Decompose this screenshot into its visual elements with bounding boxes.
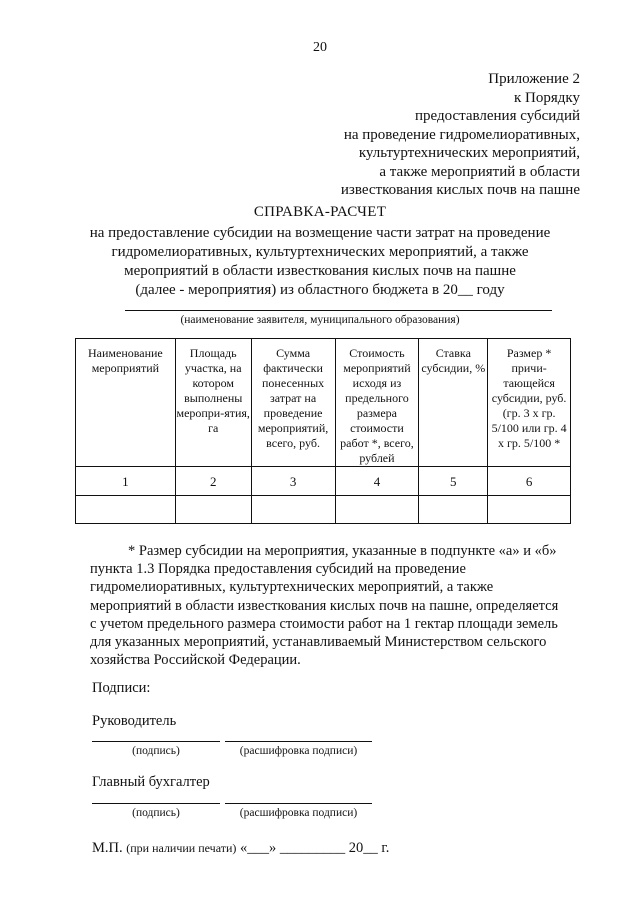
column-header: Размер * причи-тающейся субсидии, руб. (гр. 3 х гр. 5/100 или гр. 4 х гр. 5/100 * — [488, 339, 571, 467]
footnote-line: для указанных мероприятий, устанавливаемый Министерством сельского — [90, 634, 547, 651]
subtitle-line: гидромелиоративных, культуртехнических мероприятий, а также — [111, 244, 529, 260]
applicant-name-line[interactable] — [125, 310, 552, 311]
appendix-line: Приложение 2 — [488, 71, 580, 87]
appendix-header — [341, 70, 580, 200]
empty-cell[interactable] — [76, 496, 176, 524]
subtitle-line: на предоставление субсидии на возмещение части затрат на проведение — [89, 225, 551, 241]
director-decode-line[interactable] — [225, 741, 372, 742]
empty-cell[interactable] — [175, 496, 251, 524]
date-field[interactable]: «___» _________ 20__ г. — [240, 840, 390, 856]
column-number: 5 — [419, 467, 488, 496]
footnote-line: мероприятий в области известкования кислых почв на пашне, определяется — [90, 597, 559, 614]
footnote-line: пункта 1.3 Порядка предоставления субсидий на проведение — [90, 561, 466, 578]
footnote-line: с учетом предельного размера стоимости работ на 1 гектар площади земель — [90, 615, 558, 632]
appendix-line: к Порядку — [514, 89, 580, 106]
empty-cell[interactable] — [488, 496, 571, 524]
empty-cell[interactable] — [251, 496, 335, 524]
footnote — [90, 542, 580, 669]
column-header: Наименование мероприятий — [76, 339, 176, 467]
footnote-line: * Размер субсидии на мероприятия, указанные в подпункте «а» и «б» — [128, 543, 557, 559]
document-subtitle — [80, 224, 560, 300]
signature-caption: (подпись) — [132, 807, 180, 819]
subtitle-line: мероприятий в области известкования кислых почв на пашне — [124, 263, 516, 279]
accountant-signature-line[interactable] — [92, 803, 220, 804]
stamp-note: (при наличии печати) — [126, 841, 237, 855]
document-title: СПРАВКА-РАСЧЕТ — [253, 204, 387, 220]
column-number: 3 — [251, 467, 335, 496]
footnote-line: хозяйства Российской Федерации. — [90, 652, 301, 669]
column-number: 1 — [76, 467, 176, 496]
appendix-line: известкования кислых почв на пашне — [340, 182, 580, 198]
page-number: 20 — [313, 40, 327, 55]
decode-caption: (расшифровка подписи) — [239, 745, 358, 757]
applicant-caption: (наименование заявителя, муниципального образования) — [180, 314, 460, 326]
calculation-table — [75, 338, 571, 524]
subtitle-line: (далее - мероприятия) из областного бюджета в 20__ году — [135, 282, 505, 298]
director-signature-line[interactable] — [92, 741, 220, 742]
accountant-label: Главный бухгалтер — [92, 774, 210, 790]
empty-cell[interactable] — [335, 496, 419, 524]
appendix-line: на проведение гидромелиоративных, — [343, 126, 580, 143]
column-number: 4 — [335, 467, 419, 496]
column-header: Сумма фактически понесенных затрат на проведение мероприятий, всего, руб. — [251, 339, 335, 467]
footnote-line: гидромелиоративных, культуртехнических мероприятий, а также — [90, 579, 494, 596]
column-header: Площадь участка, на котором выполнены меропри-ятия, га — [175, 339, 251, 467]
table-header-row — [76, 339, 571, 467]
appendix-line: культуртехнических мероприятий, — [358, 145, 580, 161]
stamp-date-line — [92, 840, 389, 857]
director-label: Руководитель — [92, 713, 177, 729]
stamp-label: М.П. — [92, 840, 123, 856]
signature-caption: (подпись) — [132, 745, 180, 757]
column-number: 6 — [488, 467, 571, 496]
decode-caption: (расшифровка подписи) — [239, 807, 358, 819]
table-row — [76, 496, 571, 524]
signatures-heading: Подписи: — [92, 680, 151, 696]
column-number: 2 — [175, 467, 251, 496]
column-header: Стоимость мероприятий исходя из предельного размера стоимости работ *, всего, рублей — [335, 339, 419, 467]
column-header: Ставка субсидии, % — [419, 339, 488, 467]
empty-cell[interactable] — [419, 496, 488, 524]
column-number-row — [76, 467, 571, 496]
accountant-decode-line[interactable] — [225, 803, 372, 804]
appendix-line: а также мероприятий в области — [379, 163, 580, 180]
appendix-line: предоставления субсидий — [414, 108, 580, 124]
